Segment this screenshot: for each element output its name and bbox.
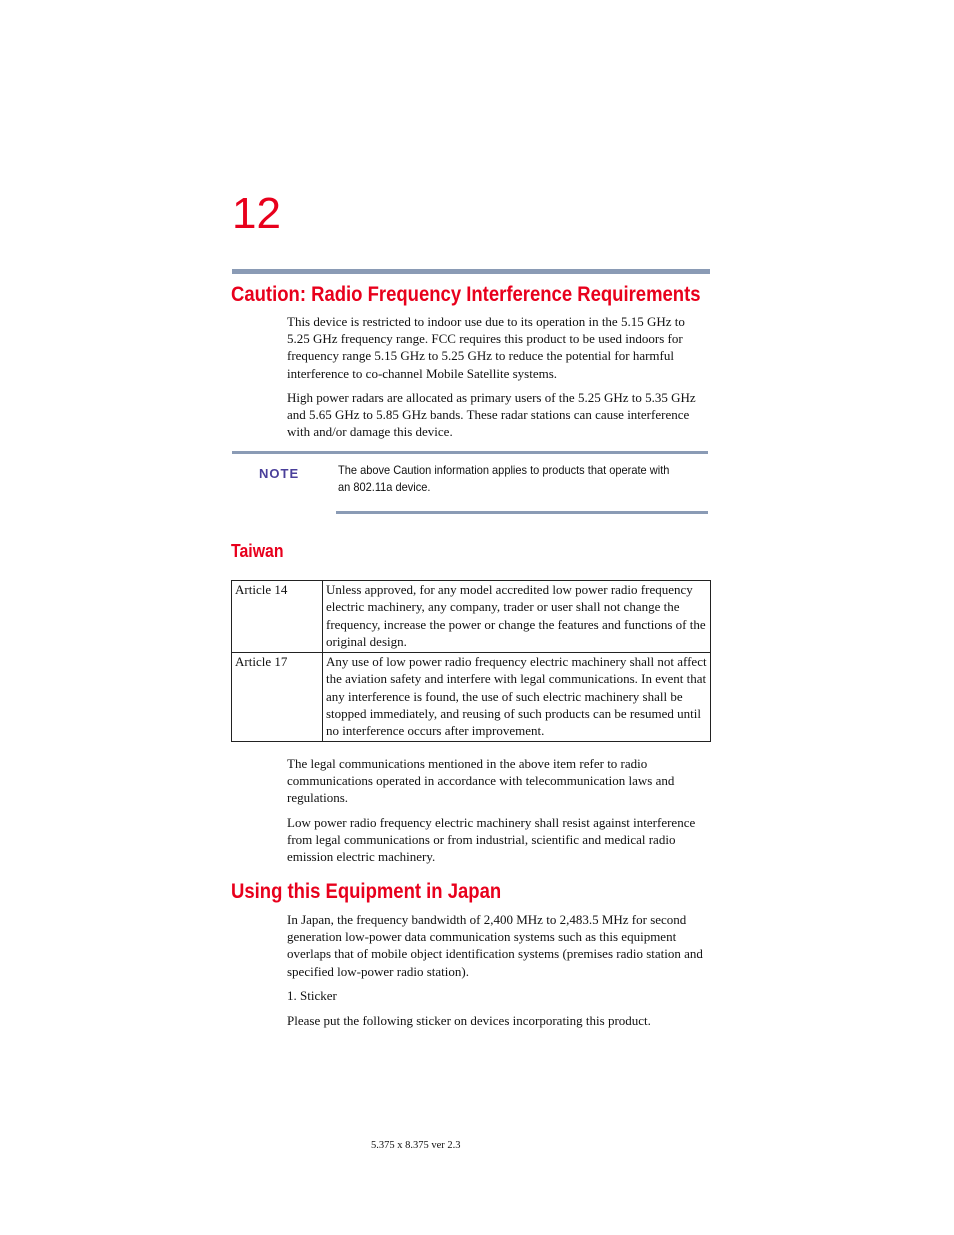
paragraph-taiwan-1: The legal communications mentioned in the above item refer to radio communications operated in accordance with telecommunication laws and regulations. <box>287 756 675 806</box>
paragraph-taiwan-2: Low power radio frequency electric machinery shall resist against interference from legal communications or from industrial, scientific and medical radio emission electric machinery. <box>287 815 696 865</box>
article-text: Any use of low power radio frequency electric machinery shall not affect the aviation safety and interfere with legal communications. In event that any interference is found, the use of such electric machinery shall be stopped immediately, and reusing of such products can be resumed until no interference occurs after improvement. <box>323 653 711 742</box>
article-text: Unless approved, for any model accredited low power radio frequency electric machinery, any company, trader or user shall not change the frequency, increase the power or change the features and functions of the original design. <box>323 581 711 653</box>
table-row <box>232 581 711 653</box>
article-label: Article 14 <box>232 581 323 653</box>
article-label: Article 17 <box>232 653 323 742</box>
taiwan-articles-table <box>231 580 711 742</box>
note-text: The above Caution information applies to products that operate with an 802.11a device. <box>338 463 670 494</box>
top-rule <box>232 269 710 274</box>
paragraph-japan-sticker: 1. Sticker <box>287 988 337 1003</box>
paragraph-japan-2: Please put the following sticker on devices incorporating this product. <box>287 1013 651 1028</box>
heading-taiwan: Taiwan <box>231 541 284 561</box>
paragraph-caution-1: This device is restricted to indoor use due to its operation in the 5.15 GHz to 5.25 GHz frequency range. FCC requires this product to be used indoors for frequency range 5.15 GHz to 5.25 GHz to reduce the potential for harmful interference to co-channel Mobile Satellite systems. <box>287 314 685 381</box>
heading-caution: Caution: Radio Frequency Interference Requirements <box>231 282 701 306</box>
note-bottom-rule <box>336 511 708 514</box>
page-footer: 5.375 x 8.375 ver 2.3 <box>371 1140 461 1151</box>
paragraph-caution-2: High power radars are allocated as primary users of the 5.25 GHz to 5.35 GHz and 5.65 GHz to 5.85 GHz bands. These radar stations can cause interference with and/or damage this device. <box>287 390 696 440</box>
note-label: NOTE <box>259 466 300 481</box>
note-top-rule <box>232 451 708 454</box>
table-row <box>232 653 711 742</box>
page-number: 12 <box>232 189 281 238</box>
paragraph-japan-1: In Japan, the frequency bandwidth of 2,400 MHz to 2,483.5 MHz for second generation low-power data communication systems such as this equipment overlaps that of mobile object identification systems (premises radio station and specified low-power radio station). <box>287 912 703 979</box>
heading-japan: Using this Equipment in Japan <box>231 879 502 903</box>
